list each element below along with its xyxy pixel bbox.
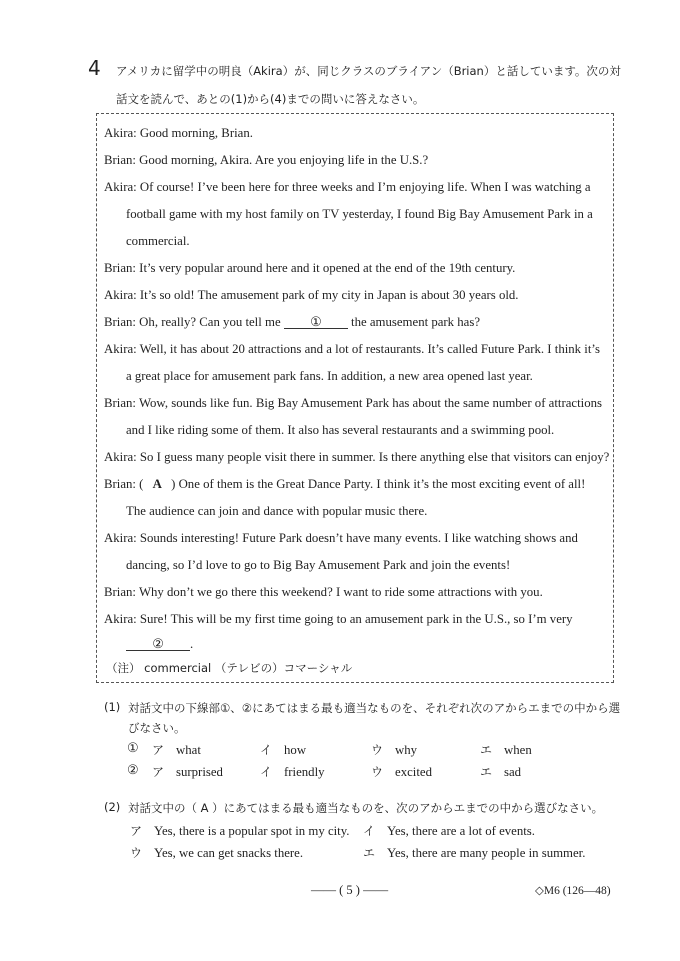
dialogue-line: Akira: Well, it has about 20 attractions and a lot of restaurants. It’s called Future Park. I think it’s (104, 342, 600, 356)
option[interactable] (480, 763, 521, 780)
option-text: sad (504, 765, 522, 779)
dialogue-text: ) One of them is the Great Dance Party. I think it’s the most exciting event of all! (171, 477, 586, 491)
option-letter: エ (480, 743, 493, 757)
option[interactable] (480, 741, 532, 758)
option[interactable] (130, 822, 350, 839)
option[interactable] (130, 844, 303, 861)
option-text: Yes, there are many people in summer. (387, 846, 586, 860)
dialogue-line: Akira: It’s so old! The amusement park of my city in Japan is about 30 years old. (104, 288, 519, 302)
dialogue-line: a great place for amusement park fans. In addition, a new area opened last year. (126, 369, 533, 383)
option-text: why (395, 743, 418, 757)
option-letter: ウ (130, 846, 143, 860)
q1-text-line-2: びなさい。 (128, 721, 186, 735)
option-text: when (504, 743, 532, 757)
dialogue-line (104, 315, 480, 330)
option-letter: イ (363, 824, 376, 838)
dialogue-line: Brian: It’s very popular around here and it opened at the end of the 19th century. (104, 261, 516, 275)
dialogue-line (104, 477, 585, 492)
option[interactable] (371, 763, 432, 780)
exam-code: ◇M6 (126—48) (535, 885, 611, 897)
dialogue-line: Brian: Good morning, Akira. Are you enjoying life in the U.S.? (104, 153, 429, 167)
option[interactable] (371, 741, 417, 758)
option-letter: ア (130, 824, 143, 838)
option-letter: ア (152, 743, 165, 757)
option-letter: ウ (371, 743, 384, 757)
page-number: —— ( 5 ) —— (311, 883, 389, 897)
option-letter: エ (363, 846, 376, 860)
dialogue-line: The audience can join and dance with popular music there. (126, 504, 428, 518)
option-letter: ウ (371, 765, 384, 779)
option-text: friendly (284, 765, 325, 779)
blank-a: A (152, 477, 162, 491)
intro-text-line-1: アメリカに留学中の明良（Akira）が、同じクラスのブライアン（Brian）と話しています。次の対 (116, 64, 621, 78)
option-text: Yes, we can get snacks there. (154, 846, 304, 860)
dialogue-line: Akira: Of course! I’ve been here for three weeks and I’m enjoying life. When I was watching a (104, 180, 591, 194)
option-text: how (284, 743, 307, 757)
blank-1: ① (284, 316, 348, 329)
dialogue-text: . (190, 637, 194, 651)
option-text: excited (395, 765, 432, 779)
option[interactable] (152, 763, 223, 780)
dialogue-line: Brian: Wow, sounds like fun. Big Bay Amusement Park has about the same number of attractions (104, 396, 602, 410)
dialogue-line: Akira: So I guess many people visit there in summer. Is there anything else that visitors can enjoy? (104, 450, 610, 464)
option[interactable] (260, 763, 325, 780)
option-text: Yes, there are a lot of events. (387, 824, 535, 838)
q1-row2-number: ② (127, 763, 139, 777)
option-letter: エ (480, 765, 493, 779)
dialogue-line: and I like riding some of them. It also has several restaurants and a swimming pool. (126, 423, 555, 437)
dialogue-line: commercial. (126, 234, 190, 248)
q2-text: 対話文中の（ A ）にあてはまる最も適当なものを、次のアからエまでの中から選びなさい。 (128, 801, 604, 815)
q1-label: (1) (104, 700, 121, 714)
dialogue-line: Akira: Good morning, Brian. (104, 126, 253, 140)
dialogue-line: Akira: Sounds interesting! Future Park doesn’t have many events. I like watching shows and (104, 531, 578, 545)
intro-text-line-2: 話文を読んで、あとの(1)から(4)までの問いに答えなさい。 (116, 92, 425, 106)
option-text: surprised (176, 765, 223, 779)
dialogue-text: Brian: ( (104, 477, 144, 491)
dialogue-line (126, 637, 193, 652)
blank-2: ② (126, 638, 190, 651)
option-text: what (176, 743, 201, 757)
option[interactable] (363, 844, 585, 861)
dialogue-line: Brian: Why don’t we go there this weekend? I want to ride some attractions with you. (104, 585, 543, 599)
option[interactable] (152, 741, 201, 758)
q1-text-line-1: 対話文中の下線部①、②にあてはまる最も適当なものを、それぞれ次のアからエまでの中から選 (128, 701, 621, 715)
option-letter: イ (260, 765, 273, 779)
dialogue-text: Brian: Oh, really? Can you tell me (104, 315, 281, 329)
option-letter: ア (152, 765, 165, 779)
q2-label: (2) (104, 800, 121, 814)
dialogue-text: the amusement park has? (351, 315, 481, 329)
q1-row1-number: ① (127, 741, 139, 755)
dialogue-line: dancing, so I’d love to go to Big Bay Amusement Park and join the events! (126, 558, 511, 572)
option-text: Yes, there is a popular spot in my city. (154, 824, 350, 838)
option[interactable] (260, 741, 306, 758)
question-number: 4 (88, 56, 101, 80)
footnote: （注） commercial （テレビの）コマーシャル (106, 661, 353, 675)
dialogue-line: football game with my host family on TV yesterday, I found Big Bay Amusement Park in a (126, 207, 593, 221)
option[interactable] (363, 822, 535, 839)
option-letter: イ (260, 743, 273, 757)
dialogue-line: Akira: Sure! This will be my first time going to an amusement park in the U.S., so I’m very (104, 612, 573, 626)
